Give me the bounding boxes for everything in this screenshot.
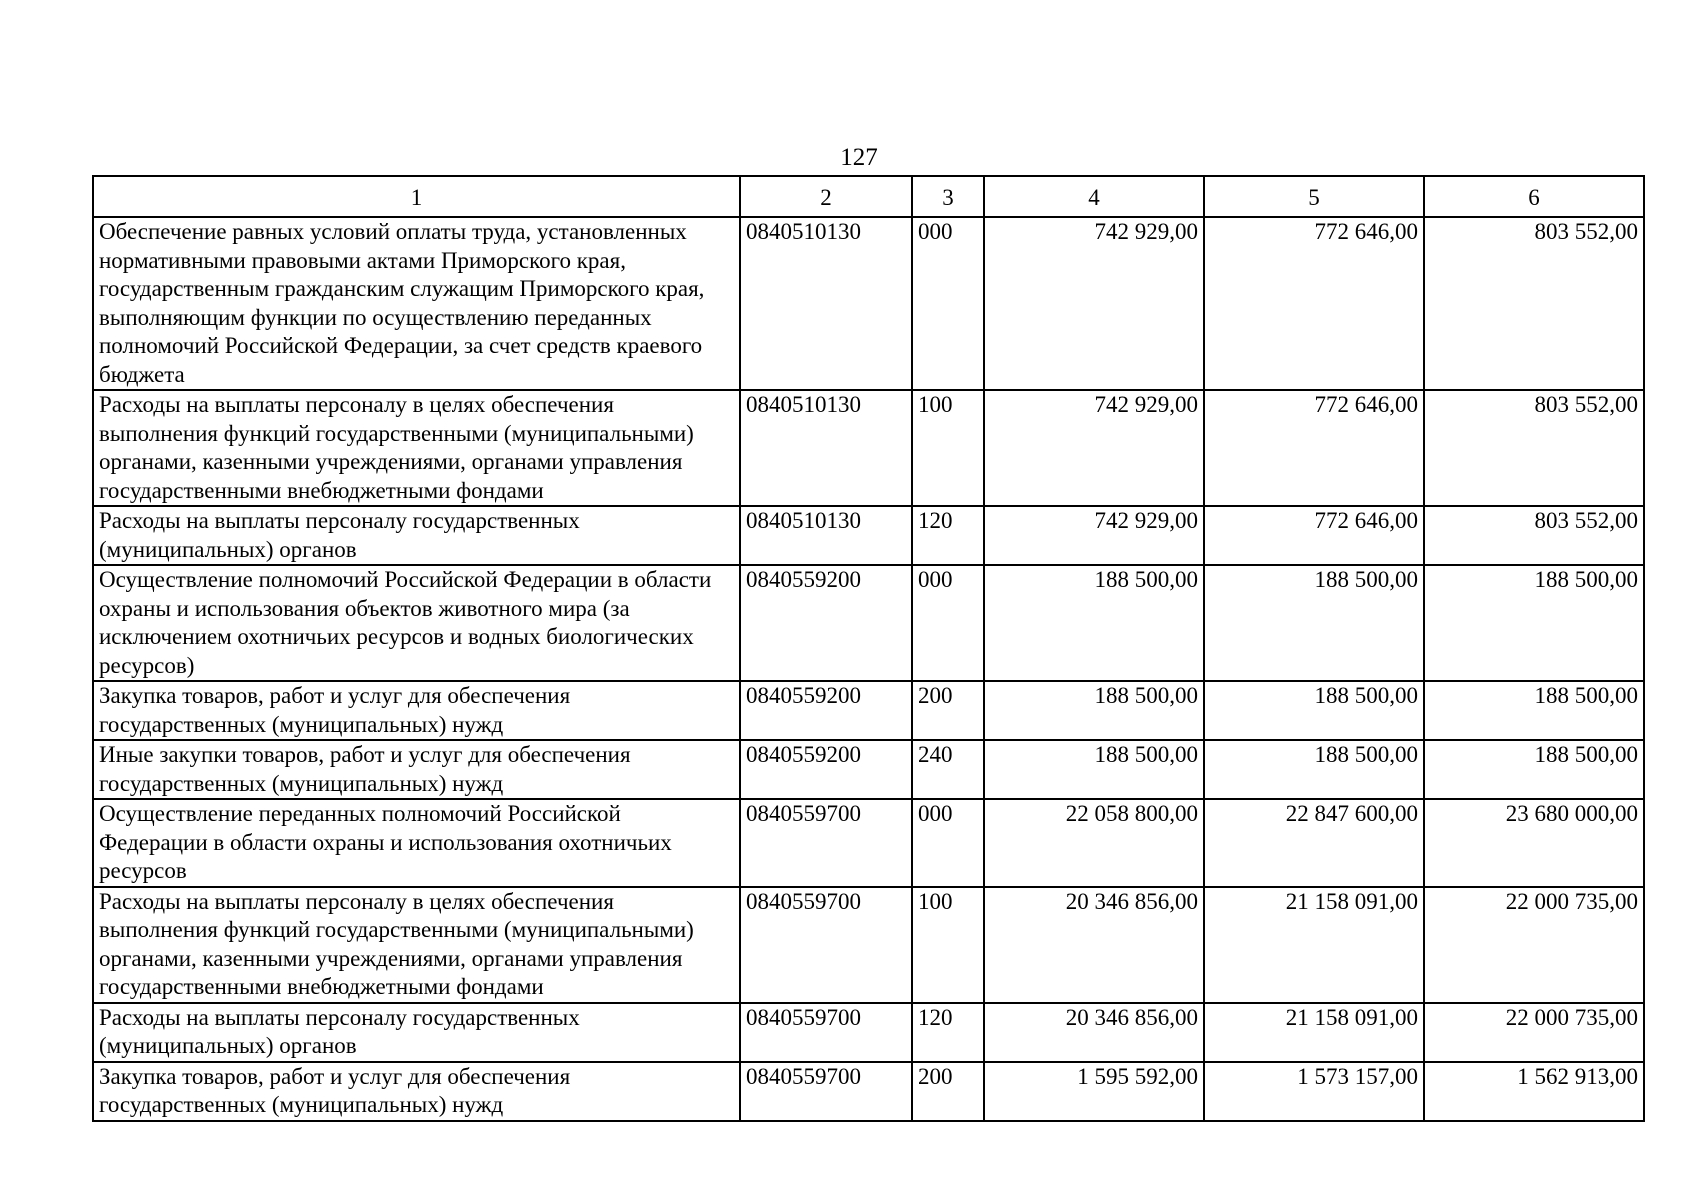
column-header-1: 1 <box>93 176 740 217</box>
row-target-code: 0840559200 <box>740 681 912 740</box>
table-row <box>93 1003 1644 1062</box>
row-description: Расходы на выплаты персоналу государственных (муниципальных) органов <box>93 506 740 565</box>
column-header-6: 6 <box>1424 176 1644 217</box>
table-row <box>93 887 1644 1003</box>
row-value-6: 803 552,00 <box>1424 390 1644 506</box>
row-description: Осуществление переданных полномочий Российской Федерации в области охраны и использования охотничьих ресурсов <box>93 799 740 887</box>
row-value-5: 188 500,00 <box>1204 740 1424 799</box>
row-value-6: 188 500,00 <box>1424 565 1644 681</box>
row-value-4: 742 929,00 <box>984 217 1204 390</box>
column-header-4: 4 <box>984 176 1204 217</box>
row-target-code: 0840559200 <box>740 565 912 681</box>
row-value-4: 742 929,00 <box>984 390 1204 506</box>
row-value-5: 772 646,00 <box>1204 217 1424 390</box>
row-target-code: 0840559700 <box>740 799 912 887</box>
row-value-6: 22 000 735,00 <box>1424 887 1644 1003</box>
row-description: Расходы на выплаты персоналу государственных (муниципальных) органов <box>93 1003 740 1062</box>
row-expense-type: 120 <box>912 506 984 565</box>
row-value-4: 20 346 856,00 <box>984 1003 1204 1062</box>
column-header-3: 3 <box>912 176 984 217</box>
row-target-code: 0840559700 <box>740 1062 912 1121</box>
row-value-4: 742 929,00 <box>984 506 1204 565</box>
header-row <box>93 176 1644 217</box>
row-expense-type: 000 <box>912 217 984 390</box>
row-value-5: 1 573 157,00 <box>1204 1062 1424 1121</box>
table-row <box>93 217 1644 390</box>
row-expense-type: 000 <box>912 799 984 887</box>
row-description: Расходы на выплаты персоналу в целях обеспечения выполнения функций государственными (муниципальными) органами, казенными учреждениями, органами управления государственными внебюджетными фондами <box>93 887 740 1003</box>
row-description: Закупка товаров, работ и услуг для обеспечения государственных (муниципальных) нужд <box>93 681 740 740</box>
row-target-code: 0840559200 <box>740 740 912 799</box>
table-row <box>93 390 1644 506</box>
table-row <box>93 681 1644 740</box>
row-target-code: 0840510130 <box>740 506 912 565</box>
row-value-6: 803 552,00 <box>1424 217 1644 390</box>
row-target-code: 0840559700 <box>740 887 912 1003</box>
table-row <box>93 1062 1644 1121</box>
row-expense-type: 120 <box>912 1003 984 1062</box>
row-expense-type: 100 <box>912 887 984 1003</box>
row-expense-type: 100 <box>912 390 984 506</box>
column-header-2: 2 <box>740 176 912 217</box>
table-row <box>93 740 1644 799</box>
row-value-6: 22 000 735,00 <box>1424 1003 1644 1062</box>
row-value-4: 188 500,00 <box>984 740 1204 799</box>
row-value-6: 23 680 000,00 <box>1424 799 1644 887</box>
row-value-4: 22 058 800,00 <box>984 799 1204 887</box>
row-target-code: 0840559700 <box>740 1003 912 1062</box>
row-value-5: 21 158 091,00 <box>1204 1003 1424 1062</box>
row-expense-type: 000 <box>912 565 984 681</box>
row-target-code: 0840510130 <box>740 390 912 506</box>
row-description: Осуществление полномочий Российской Федерации в области охраны и использования объектов животного мира (за исключением охотничьих ресурсов и водных биологических ресурсов) <box>93 565 740 681</box>
budget-table <box>92 175 1645 1122</box>
row-value-4: 1 595 592,00 <box>984 1062 1204 1121</box>
row-target-code: 0840510130 <box>740 217 912 390</box>
row-value-5: 772 646,00 <box>1204 390 1424 506</box>
table-row <box>93 506 1644 565</box>
row-expense-type: 240 <box>912 740 984 799</box>
row-value-4: 188 500,00 <box>984 681 1204 740</box>
table-row <box>93 565 1644 681</box>
row-value-4: 20 346 856,00 <box>984 887 1204 1003</box>
row-value-6: 188 500,00 <box>1424 681 1644 740</box>
table-row <box>93 799 1644 887</box>
row-value-6: 1 562 913,00 <box>1424 1062 1644 1121</box>
row-value-5: 21 158 091,00 <box>1204 887 1424 1003</box>
row-value-5: 772 646,00 <box>1204 506 1424 565</box>
row-value-5: 22 847 600,00 <box>1204 799 1424 887</box>
row-value-4: 188 500,00 <box>984 565 1204 681</box>
row-expense-type: 200 <box>912 1062 984 1121</box>
row-value-6: 803 552,00 <box>1424 506 1644 565</box>
page-number: 127 <box>840 144 878 171</box>
row-expense-type: 200 <box>912 681 984 740</box>
row-description: Обеспечение равных условий оплаты труда, установленных нормативными правовыми актами Приморского края, государственным гражданским служащим Приморского края, выполняющим функции по осуществлению переданных полномочий Российской Федерации, за счет средств краевого бюджета <box>93 217 740 390</box>
row-description: Закупка товаров, работ и услуг для обеспечения государственных (муниципальных) нужд <box>93 1062 740 1121</box>
row-value-5: 188 500,00 <box>1204 681 1424 740</box>
row-value-5: 188 500,00 <box>1204 565 1424 681</box>
row-description: Расходы на выплаты персоналу в целях обеспечения выполнения функций государственными (муниципальными) органами, казенными учреждениями, органами управления государственными внебюджетными фондами <box>93 390 740 506</box>
row-description: Иные закупки товаров, работ и услуг для обеспечения государственных (муниципальных) нужд <box>93 740 740 799</box>
row-value-6: 188 500,00 <box>1424 740 1644 799</box>
column-header-5: 5 <box>1204 176 1424 217</box>
